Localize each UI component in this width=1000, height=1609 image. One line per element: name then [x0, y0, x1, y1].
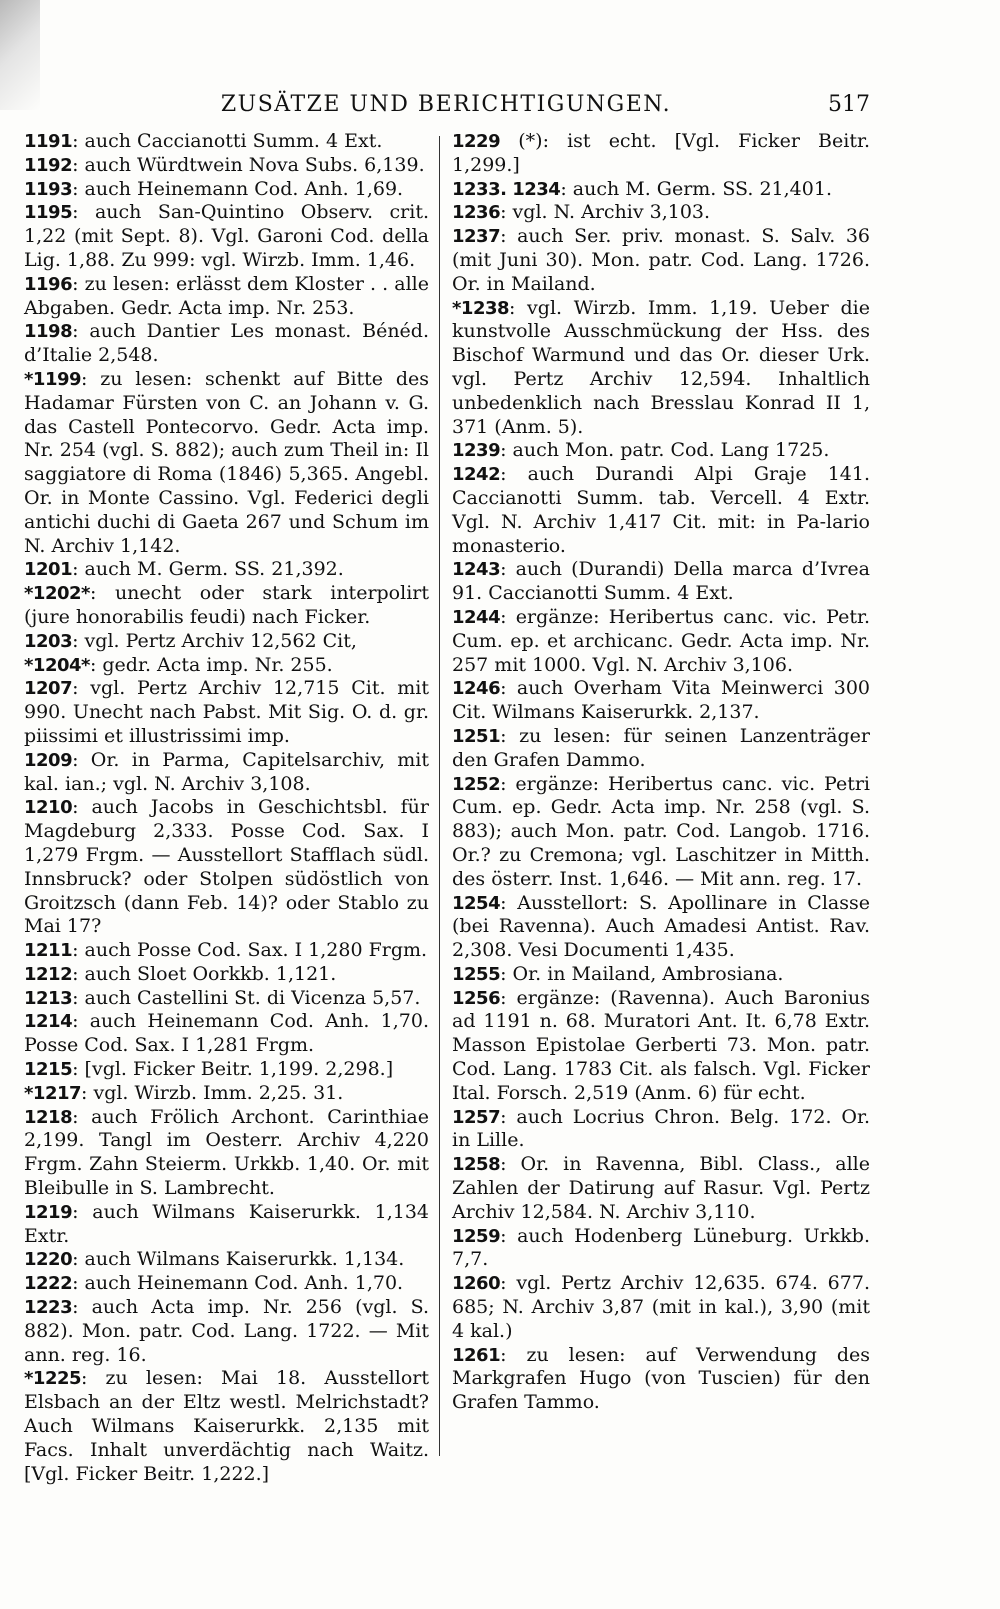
entry: [24, 1201, 429, 1249]
entry-text: : vgl. Pertz Archiv 12,562 Cit,: [72, 629, 357, 652]
entry: [24, 630, 429, 654]
entry-text: : auch Posse Cod. Sax. I 1,280 Frgm.: [72, 939, 428, 962]
entry: [452, 892, 870, 963]
entry-number: 1214: [24, 1011, 73, 1033]
entry: [452, 1225, 870, 1273]
entry-number: *1199: [24, 368, 82, 390]
entry: [452, 225, 870, 296]
entry: [452, 178, 870, 202]
entry-text: : gedr. Acta imp. Nr. 255.: [89, 653, 333, 676]
entry-text: : Ausstellort: S. Apollinare in Classe (bei Ravenna). Auch Amadesi Antist. Rav. 2,308. Vesi Documenti 1,435.: [452, 891, 870, 962]
entry-number: 1229: [452, 131, 501, 152]
entry-text: : auch Heinemann Cod. Anh. 1,70. Posse Cod. Sax. I 1,281 Frgm.: [24, 1010, 429, 1057]
entry-text: : auch Castellini St. di Vicenza 5,57.: [72, 986, 421, 1009]
entry-text: : ergänze: (Ravenna). Auch Baronius ad 1191 n. 68. Muratori Ant. It. 6,78 Extr. Masson Epistolae Gerberti 73. Mon. patr. Cod. Lang. 1783 Cit. als falsch. Vgl. Ficker Ital. Forsch. 2,519 (Anm. 6) für echt.: [452, 986, 870, 1104]
entry-number: 1223: [24, 1297, 73, 1319]
entry: [24, 963, 429, 987]
entry-text: : vgl. Pertz Archiv 12,715 Cit. mit 990. Unecht nach Pabst. Mit Sig. O. d. gr. piissimi et illustrissimi imp.: [24, 677, 429, 747]
entry: [24, 178, 429, 202]
entry-text: : zu lesen: erlässt dem Kloster . . alle Abgaben. Gedr. Acta imp. Nr. 253.: [24, 272, 429, 319]
entry: [24, 320, 429, 368]
entry: [452, 1153, 870, 1224]
entry-text: : auch Frölich Archont. Carinthiae 2,199. Tangl im Oesterr. Archiv 4,220 Frgm. Zahn Steierm. Urkkb. 1,40. Or. mit Bleibulle in S. Lambrecht.: [24, 1105, 429, 1200]
entry: [24, 677, 429, 748]
entry: [452, 297, 870, 440]
entry-text: : vgl. Wirzb. Imm. 1,19. Ueber die kunstvolle Ausschmückung der Hss. des Bischof Warmund und das Or. dieser Urk. vgl. Pertz Archiv 12,594. Inhaltlich unbedenklich nach Bresslau Konrad II 1, 371 (Anm. 5).: [452, 296, 870, 438]
entry-number: 1239: [452, 440, 501, 462]
entry-number: 1215: [24, 1059, 73, 1081]
entry-number: 1246: [452, 678, 501, 700]
entry-number: 1193: [24, 178, 73, 200]
entry-number: 1210: [24, 797, 73, 819]
entry-number: 1260: [452, 1273, 501, 1295]
entry-number: 1261: [452, 1344, 501, 1366]
entry-text: : zu lesen: für seinen Lanzenträger den Grafen Dammo.: [452, 724, 870, 771]
entry: [452, 606, 870, 677]
entry-number: 1237: [452, 226, 501, 248]
entry: [24, 1010, 429, 1058]
entry-text: : auch M. Germ. SS. 21,401.: [560, 177, 832, 200]
entry: [24, 368, 429, 558]
entry-text: : Or. in Mailand, Ambrosiana.: [500, 962, 784, 985]
entry: [452, 987, 870, 1106]
entry: [452, 1344, 870, 1415]
entry-text: : auch Acta imp. Nr. 256 (vgl. S. 882). Mon. patr. Cod. Lang. 1722. — Mit ann. reg. 16.: [24, 1296, 429, 1366]
entry: [24, 1058, 429, 1082]
entry-number: 1201: [24, 559, 73, 581]
entry: [452, 963, 870, 987]
entry-text: : auch Sloet Oorkkb. 1,121.: [72, 962, 337, 985]
entry: [24, 654, 429, 678]
entry: [24, 987, 429, 1011]
entry-number: 1254: [452, 892, 501, 914]
entry-number: 1219: [24, 1201, 73, 1223]
entry: [24, 796, 429, 939]
entry: [24, 1296, 429, 1367]
running-title: ZUSÄTZE UND BERICHTIGUNGEN.: [220, 92, 672, 117]
entry-number: 1207: [24, 678, 73, 700]
entry-text: : auch M. Germ. SS. 21,392.: [72, 558, 344, 581]
entry: [24, 1272, 429, 1296]
entry-number: 1218: [24, 1106, 73, 1128]
entry-text: : auch Heinemann Cod. Anh. 1,70.: [72, 1272, 404, 1295]
entry-number: 1195: [24, 202, 73, 224]
entry-number: *1217: [24, 1082, 82, 1104]
entry-number: 1255: [452, 963, 501, 985]
entry-text: : auch Caccianotti Summ. 4 Ext.: [72, 130, 383, 152]
page-header: [22, 92, 870, 122]
entry: [24, 130, 429, 154]
entry: [24, 558, 429, 582]
entry-number: 1191: [24, 131, 73, 152]
entry: [24, 1082, 429, 1106]
entry-number: 1209: [24, 749, 73, 771]
entry-text: : vgl. N. Archiv 3,103.: [500, 201, 711, 224]
entry: [452, 1272, 870, 1343]
entry-number: 1222: [24, 1273, 73, 1295]
entry-number: 1213: [24, 987, 73, 1009]
entry-number: 1251: [452, 725, 501, 747]
entry-text: : auch Wilmans Kaiserurkk. 1,134 Extr.: [24, 1200, 429, 1247]
entry-text: : vgl. Pertz Archiv 12,635. 674. 677. 685; N. Archiv 3,87 (mit in kal.), 3,90 (mit 4 kal.): [452, 1272, 870, 1342]
entry: [24, 1106, 429, 1201]
entry-number: *1202*: [24, 583, 90, 605]
entry-number: 1233. 1234: [452, 178, 561, 200]
entry-text: : auch Dantier Les monast. Bénéd. d’Italie 2,548.: [24, 320, 429, 367]
entry-text: : [vgl. Ficker Beitr. 1,199. 2,298.]: [72, 1058, 394, 1081]
entry-number: 1198: [24, 321, 73, 343]
entry-number: 1212: [24, 963, 73, 985]
entry-number: 1256: [452, 987, 501, 1009]
entry-number: 1203: [24, 630, 73, 652]
entry-number: 1236: [452, 202, 501, 224]
entry: [24, 749, 429, 797]
entry-text: : auch Hodenberg Lüneburg. Urkkb. 7,7.: [452, 1224, 870, 1271]
entry: [452, 130, 870, 178]
entry-text: : auch Overham Vita Meinwerci 300 Cit. Wilmans Kaiserurkk. 2,137.: [452, 677, 870, 724]
entry-number: 1259: [452, 1225, 501, 1247]
entry: [24, 273, 429, 321]
entry-number: 1211: [24, 940, 73, 962]
entry-text: : auch Durandi Alpi Graje 141. Caccianotti Summ. tab. Vercell. 4 Extr. Vgl. N. Archiv 1,417 Cit. mit: in Pa-lario monasterio.: [452, 463, 870, 557]
entry: [24, 201, 429, 272]
entry-text: : auch Mon. patr. Cod. Lang 1725.: [500, 439, 830, 462]
entry-number: 1220: [24, 1249, 73, 1271]
entry: [24, 154, 429, 178]
entry: [24, 582, 429, 630]
entry-text: : ergänze: Heribertus canc. vic. Petr. Cum. ep. et archicanc. Gedr. Acta imp. Nr. 257 mit 1000. Vgl. N. Archiv 3,106.: [452, 605, 870, 676]
left-column: [24, 130, 429, 1486]
entry-text: : auch Locrius Chron. Belg. 172. Or. in Lille.: [452, 1105, 870, 1152]
right-column: [452, 130, 870, 1415]
entry-text: (*): ist echt. [Vgl. Ficker Beitr. 1,299.]: [452, 130, 870, 176]
entry-text: : ergänze: Heribertus canc. vic. Petri Cum. ep. Gedr. Acta imp. Nr. 258 (vgl. S. 883); auch Mon. patr. Cod. Langob. 1716. Or.? zu Cremona; vgl. Laschitzer in Mitth. des österr. Inst. 1,646. — Mit ann. reg. 17.: [452, 772, 870, 890]
entry-number: 1244: [452, 606, 501, 628]
page-number: 517: [828, 92, 870, 117]
entry-number: 1192: [24, 154, 73, 176]
entry: [24, 1248, 429, 1272]
entry: [24, 939, 429, 963]
entry-text: : auch San-Quintino Observ. crit. 1,22 (mit Sept. 8). Vgl. Garoni Cod. della Lig. 1,88. Zu 999: vgl. Wirzb. Imm. 1,46.: [24, 201, 429, 271]
entry-text: : zu lesen: schenkt auf Bitte des Hadamar Fürsten von C. an Johann v. G. das Castell Pontecorvo. Gedr. Acta imp. Nr. 254 (vgl. S. 882); auch zum Theil in: Il saggiatore di Roma (1846) 5,365. Angebl. Or. in Monte Cassino. Vgl. Federici degli antichi duchi di Gaeta 267 und Schum im N. Archiv 1,142.: [24, 367, 429, 557]
entry-text: : zu lesen: Mai 18. Ausstellort Elsbach an der Eltz westl. Melrichstadt? Auch Wilmans Kaiserurkk. 2,135 mit Facs. Inhalt unverdächtig nach Waitz. [Vgl. Ficker Beitr. 1,222.]: [24, 1367, 429, 1485]
entry-number: *1225: [24, 1368, 82, 1390]
entry-text: : auch Würdtwein Nova Subs. 6,139.: [72, 153, 425, 176]
entry-text: : auch Wilmans Kaiserurkk. 1,134.: [72, 1248, 405, 1271]
entry-text: : auch Jacobs in Geschichtsbl. für Magdeburg 2,333. Posse Cod. Sax. I 1,279 Frgm. — Ausstellort Stafflach südl. Innsbruck? oder Stolpen südöstlich von Groitzsch (dann Feb. 14)? oder Stablo zu Mai 17?: [24, 796, 429, 938]
entry: [452, 439, 870, 463]
entry-text: : Or. in Parma, Capitelsarchiv, mit kal. ian.; vgl. N. Archiv 3,108.: [24, 748, 429, 795]
entry-number: 1243: [452, 559, 501, 581]
column-divider: [439, 136, 440, 1456]
entry-number: 1242: [452, 464, 501, 486]
entry: [452, 677, 870, 725]
entry-text: : auch Heinemann Cod. Anh. 1,69.: [72, 177, 404, 200]
entry: [24, 1367, 429, 1486]
entry-number: 1196: [24, 273, 73, 295]
entry-text: : Or. in Ravenna, Bibl. Class., alle Zahlen der Datirung auf Rasur. Vgl. Pertz Archiv 12,584. N. Archiv 3,110.: [452, 1153, 870, 1223]
entry-number: 1252: [452, 773, 501, 795]
entry: [452, 1106, 870, 1154]
entry-text: : vgl. Wirzb. Imm. 2,25. 31.: [81, 1081, 344, 1104]
entry-number: 1258: [452, 1154, 501, 1176]
entry: [452, 558, 870, 606]
entry: [452, 773, 870, 892]
entry-number: 1257: [452, 1106, 501, 1128]
entry: [452, 463, 870, 558]
entry-number: *1204*: [24, 654, 90, 676]
entry-text: : unecht oder stark interpolirt (jure honorabilis feudi) nach Ficker.: [24, 582, 429, 628]
entry-text: : auch (Durandi) Della marca d’Ivrea 91. Caccianotti Summ. 4 Ext.: [452, 558, 870, 605]
entry: [452, 201, 870, 225]
entry-text: : auch Ser. priv. monast. S. Salv. 36 (mit Juni 30). Mon. patr. Cod. Lang. 1726. Or. in Mailand.: [452, 225, 870, 295]
entry-number: *1238: [452, 297, 510, 319]
entry: [452, 725, 870, 773]
entry-text: : zu lesen: auf Verwendung des Markgrafen Hugo (von Tuscien) für den Grafen Tammo.: [452, 1343, 870, 1414]
